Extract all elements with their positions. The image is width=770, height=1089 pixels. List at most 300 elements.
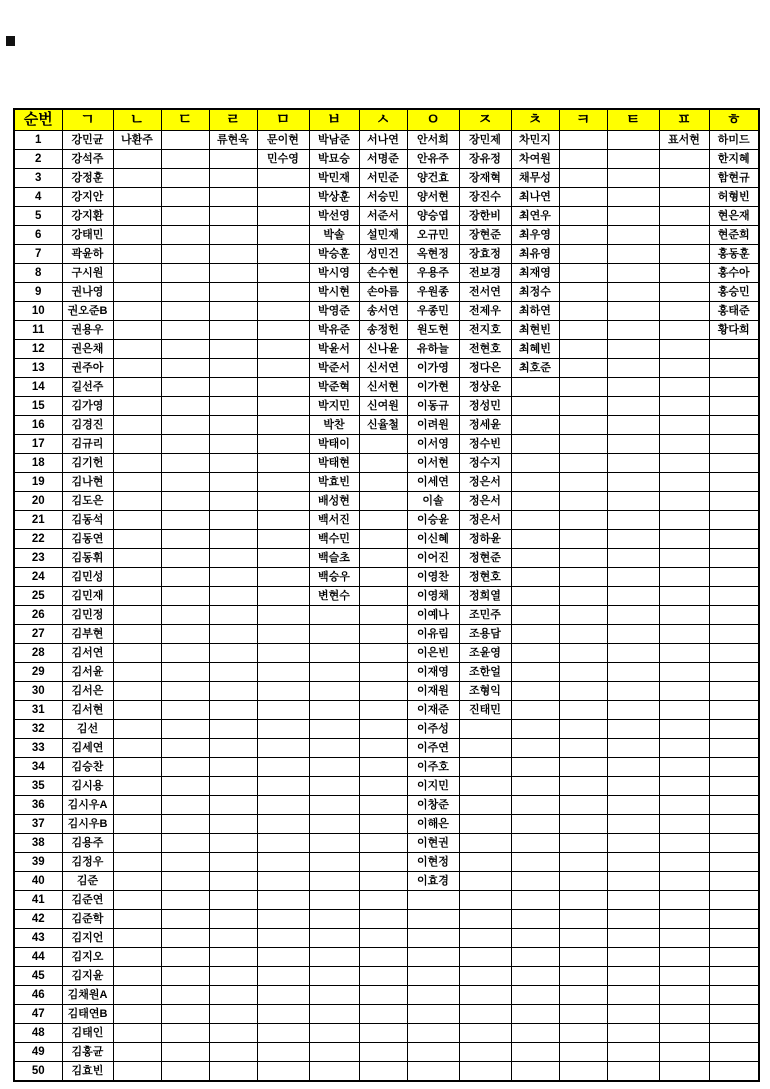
name-cell [309,701,359,720]
name-cell: 오규민 [407,226,459,245]
name-cell [161,492,209,511]
name-cell [209,340,257,359]
name-cell [607,1005,659,1024]
name-cell [209,720,257,739]
name-cell [161,473,209,492]
name-cell: 김서은 [62,682,113,701]
name-cell [511,454,559,473]
name-cell [161,853,209,872]
name-cell [257,492,309,511]
name-cell [161,226,209,245]
name-cell: 김승찬 [62,758,113,777]
name-cell [459,853,511,872]
name-cell [209,549,257,568]
name-cell [359,492,407,511]
name-cell [559,967,607,986]
name-cell [359,663,407,682]
name-cell [559,549,607,568]
name-cell [459,986,511,1005]
name-cell [257,720,309,739]
table-row [14,967,759,986]
name-cell [209,834,257,853]
name-cell [559,910,607,929]
name-cell: 이주성 [407,720,459,739]
name-cell [559,701,607,720]
name-cell [511,530,559,549]
header-row [14,109,759,131]
name-cell: 박효빈 [309,473,359,492]
name-cell: 박솔 [309,226,359,245]
name-cell [209,416,257,435]
name-cell [309,1005,359,1024]
seq-number-cell: 24 [14,568,62,587]
name-cell: 백수민 [309,530,359,549]
name-cell [659,378,709,397]
name-cell: 우종민 [407,302,459,321]
name-cell [559,948,607,967]
name-cell [113,701,161,720]
name-cell [209,815,257,834]
name-cell: 강석주 [62,150,113,169]
table-row [14,1043,759,1062]
name-cell: 채무성 [511,169,559,188]
name-cell [309,1043,359,1062]
name-cell: 한지혜 [709,150,759,169]
seq-number-cell: 31 [14,701,62,720]
name-cell [607,207,659,226]
name-cell [607,150,659,169]
name-cell [257,245,309,264]
name-cell [257,549,309,568]
name-cell [257,739,309,758]
name-cell [161,891,209,910]
name-cell [359,625,407,644]
name-cell [459,739,511,758]
name-cell [257,948,309,967]
name-cell: 박영준 [309,302,359,321]
table-row [14,131,759,150]
name-cell [257,815,309,834]
name-cell [659,986,709,1005]
name-cell [607,188,659,207]
name-cell [359,1005,407,1024]
name-cell [709,853,759,872]
name-cell: 전현호 [459,340,511,359]
name-cell [709,568,759,587]
name-cell [113,929,161,948]
name-cell [309,758,359,777]
name-cell [659,530,709,549]
name-cell [607,682,659,701]
name-cell [113,492,161,511]
seq-number-cell: 9 [14,283,62,302]
name-cell: 김규리 [62,435,113,454]
table-row [14,435,759,454]
seq-number-cell: 49 [14,1043,62,1062]
name-cell [709,454,759,473]
name-cell [511,1005,559,1024]
name-cell [257,986,309,1005]
table-row [14,853,759,872]
name-cell [709,758,759,777]
table-row [14,986,759,1005]
name-cell [709,606,759,625]
name-cell [113,1062,161,1082]
name-cell [459,1062,511,1082]
name-cell [309,777,359,796]
name-cell: 박남준 [309,131,359,150]
column-header-consonant: ㅅ [359,109,407,131]
name-cell [113,397,161,416]
name-cell [257,682,309,701]
table-row [14,454,759,473]
name-cell [607,1043,659,1062]
name-cell [113,416,161,435]
name-cell [559,359,607,378]
name-cell [659,872,709,891]
name-cell [559,663,607,682]
name-cell [113,169,161,188]
name-cell [209,872,257,891]
name-cell [511,967,559,986]
name-cell: 우용주 [407,264,459,283]
name-cell [659,815,709,834]
name-cell [709,1024,759,1043]
name-cell [659,435,709,454]
column-header-consonant: ㅋ [559,109,607,131]
name-cell: 김준 [62,872,113,891]
name-cell [559,150,607,169]
name-cell [309,891,359,910]
seq-number-cell: 40 [14,872,62,891]
name-cell [359,872,407,891]
name-cell: 전지호 [459,321,511,340]
name-cell [161,967,209,986]
table-row [14,910,759,929]
name-cell [511,1062,559,1082]
name-cell: 김태연B [62,1005,113,1024]
name-cell [113,1043,161,1062]
name-cell: 권주아 [62,359,113,378]
name-cell: 서민준 [359,169,407,188]
seq-number-cell: 5 [14,207,62,226]
name-cell [659,169,709,188]
name-cell [709,492,759,511]
name-cell: 정세윤 [459,416,511,435]
name-cell [161,435,209,454]
name-cell [113,1005,161,1024]
name-cell [257,853,309,872]
name-cell: 최호준 [511,359,559,378]
name-cell: 김준학 [62,910,113,929]
name-cell [659,910,709,929]
name-cell [209,283,257,302]
name-cell [559,473,607,492]
name-cell [709,435,759,454]
name-cell [257,511,309,530]
seq-number-cell: 7 [14,245,62,264]
name-cell [257,872,309,891]
seq-number-cell: 34 [14,758,62,777]
name-cell [607,511,659,530]
name-cell [659,777,709,796]
table-row [14,815,759,834]
name-cell: 권용우 [62,321,113,340]
name-cell [359,1062,407,1082]
name-cell [709,340,759,359]
name-cell [559,397,607,416]
name-cell [359,682,407,701]
name-cell [113,682,161,701]
name-cell [559,416,607,435]
name-cell: 이어진 [407,549,459,568]
name-cell [309,929,359,948]
name-cell [511,682,559,701]
name-cell [511,625,559,644]
name-cell: 김나현 [62,473,113,492]
table-row [14,663,759,682]
name-cell [709,682,759,701]
name-cell [209,1043,257,1062]
name-cell [607,549,659,568]
name-cell [161,1005,209,1024]
name-cell [607,663,659,682]
name-cell [161,131,209,150]
name-cell [161,568,209,587]
name-cell [607,530,659,549]
name-cell: 김민정 [62,606,113,625]
seq-number-cell: 4 [14,188,62,207]
name-cell [559,606,607,625]
table-row [14,1062,759,1082]
name-cell [659,853,709,872]
name-cell: 최정수 [511,283,559,302]
name-cell: 정은서 [459,473,511,492]
name-cell [607,834,659,853]
name-cell [113,530,161,549]
column-header-consonant: ㅁ [257,109,309,131]
name-cell [257,397,309,416]
name-cell [559,340,607,359]
table-row [14,511,759,530]
name-cell [257,796,309,815]
seq-number-cell: 28 [14,644,62,663]
name-cell [511,834,559,853]
name-cell [161,948,209,967]
name-cell [607,948,659,967]
name-cell: 이솔 [407,492,459,511]
name-cell [659,606,709,625]
name-cell [257,359,309,378]
table-row [14,245,759,264]
name-cell: 현준희 [709,226,759,245]
name-cell: 원도현 [407,321,459,340]
name-cell [709,815,759,834]
name-cell [113,226,161,245]
name-cell: 강민균 [62,131,113,150]
name-cell [257,416,309,435]
name-cell [257,226,309,245]
name-cell [659,416,709,435]
name-cell [659,549,709,568]
name-cell [113,473,161,492]
name-cell [309,720,359,739]
name-cell: 박승훈 [309,245,359,264]
column-header-consonant: ㅊ [511,109,559,131]
name-cell [407,929,459,948]
table-row [14,682,759,701]
name-cell [209,169,257,188]
name-cell [607,777,659,796]
name-cell [659,701,709,720]
name-cell: 홍수아 [709,264,759,283]
seq-number-cell: 8 [14,264,62,283]
name-cell: 조용담 [459,625,511,644]
name-cell [559,283,607,302]
name-cell [113,549,161,568]
name-cell [559,777,607,796]
name-cell [659,1062,709,1082]
name-cell: 정상운 [459,378,511,397]
roster-header-row [14,109,759,131]
name-cell: 최하연 [511,302,559,321]
name-cell: 김세연 [62,739,113,758]
name-cell: 현은재 [709,207,759,226]
name-cell: 홍동훈 [709,245,759,264]
name-cell [607,587,659,606]
name-cell [407,910,459,929]
name-cell [607,910,659,929]
name-cell [161,663,209,682]
name-cell [459,834,511,853]
seq-number-cell: 38 [14,834,62,853]
name-cell [257,568,309,587]
name-cell [511,606,559,625]
name-cell [607,606,659,625]
table-row [14,397,759,416]
name-cell: 황다희 [709,321,759,340]
name-cell [209,207,257,226]
name-cell [113,207,161,226]
name-cell [161,777,209,796]
name-cell: 이영찬 [407,568,459,587]
name-cell [359,967,407,986]
name-cell [209,663,257,682]
name-cell [607,359,659,378]
name-cell: 변현수 [309,587,359,606]
name-cell [607,416,659,435]
name-cell [257,321,309,340]
name-cell [511,492,559,511]
name-cell [113,150,161,169]
name-cell [161,587,209,606]
name-cell [559,796,607,815]
name-cell [407,1043,459,1062]
name-cell: 김정우 [62,853,113,872]
name-cell [209,701,257,720]
name-cell: 송정헌 [359,321,407,340]
name-cell [359,948,407,967]
name-cell [257,834,309,853]
name-cell [359,986,407,1005]
name-cell [659,283,709,302]
name-cell [113,587,161,606]
name-cell: 차여원 [511,150,559,169]
name-cell [359,891,407,910]
name-cell: 김지언 [62,929,113,948]
name-cell [607,872,659,891]
name-cell [257,606,309,625]
name-cell [559,891,607,910]
name-cell: 조형익 [459,682,511,701]
name-cell [607,473,659,492]
name-cell [309,663,359,682]
name-cell [257,378,309,397]
name-cell [407,967,459,986]
name-cell [607,644,659,663]
name-cell [709,834,759,853]
name-cell [359,435,407,454]
name-cell: 양승엽 [407,207,459,226]
name-cell [113,359,161,378]
name-cell: 김도은 [62,492,113,511]
table-row [14,549,759,568]
name-cell: 정성민 [459,397,511,416]
name-cell [113,663,161,682]
name-cell: 박시영 [309,264,359,283]
name-cell [161,739,209,758]
name-cell: 강지환 [62,207,113,226]
name-cell [161,188,209,207]
name-cell [607,169,659,188]
name-cell [161,340,209,359]
table-row [14,1024,759,1043]
name-cell [659,188,709,207]
table-row [14,530,759,549]
name-cell [607,302,659,321]
name-cell: 손수현 [359,264,407,283]
name-cell [511,758,559,777]
name-cell [659,663,709,682]
name-cell [257,1043,309,1062]
name-cell [161,872,209,891]
name-cell [459,720,511,739]
name-cell: 이예나 [407,606,459,625]
name-cell [209,910,257,929]
name-cell [459,1043,511,1062]
name-cell [257,891,309,910]
name-cell [161,150,209,169]
name-cell: 신율철 [359,416,407,435]
table-row [14,872,759,891]
name-cell [659,796,709,815]
name-cell [257,1024,309,1043]
name-cell: 서준서 [359,207,407,226]
name-cell [709,511,759,530]
name-cell [209,226,257,245]
name-cell [659,1005,709,1024]
name-cell [511,910,559,929]
seq-number-cell: 11 [14,321,62,340]
name-cell: 김민성 [62,568,113,587]
seq-number-cell: 27 [14,625,62,644]
name-cell: 강태민 [62,226,113,245]
name-cell [161,815,209,834]
name-cell [113,644,161,663]
name-cell [113,777,161,796]
name-cell [659,758,709,777]
name-cell [209,1005,257,1024]
